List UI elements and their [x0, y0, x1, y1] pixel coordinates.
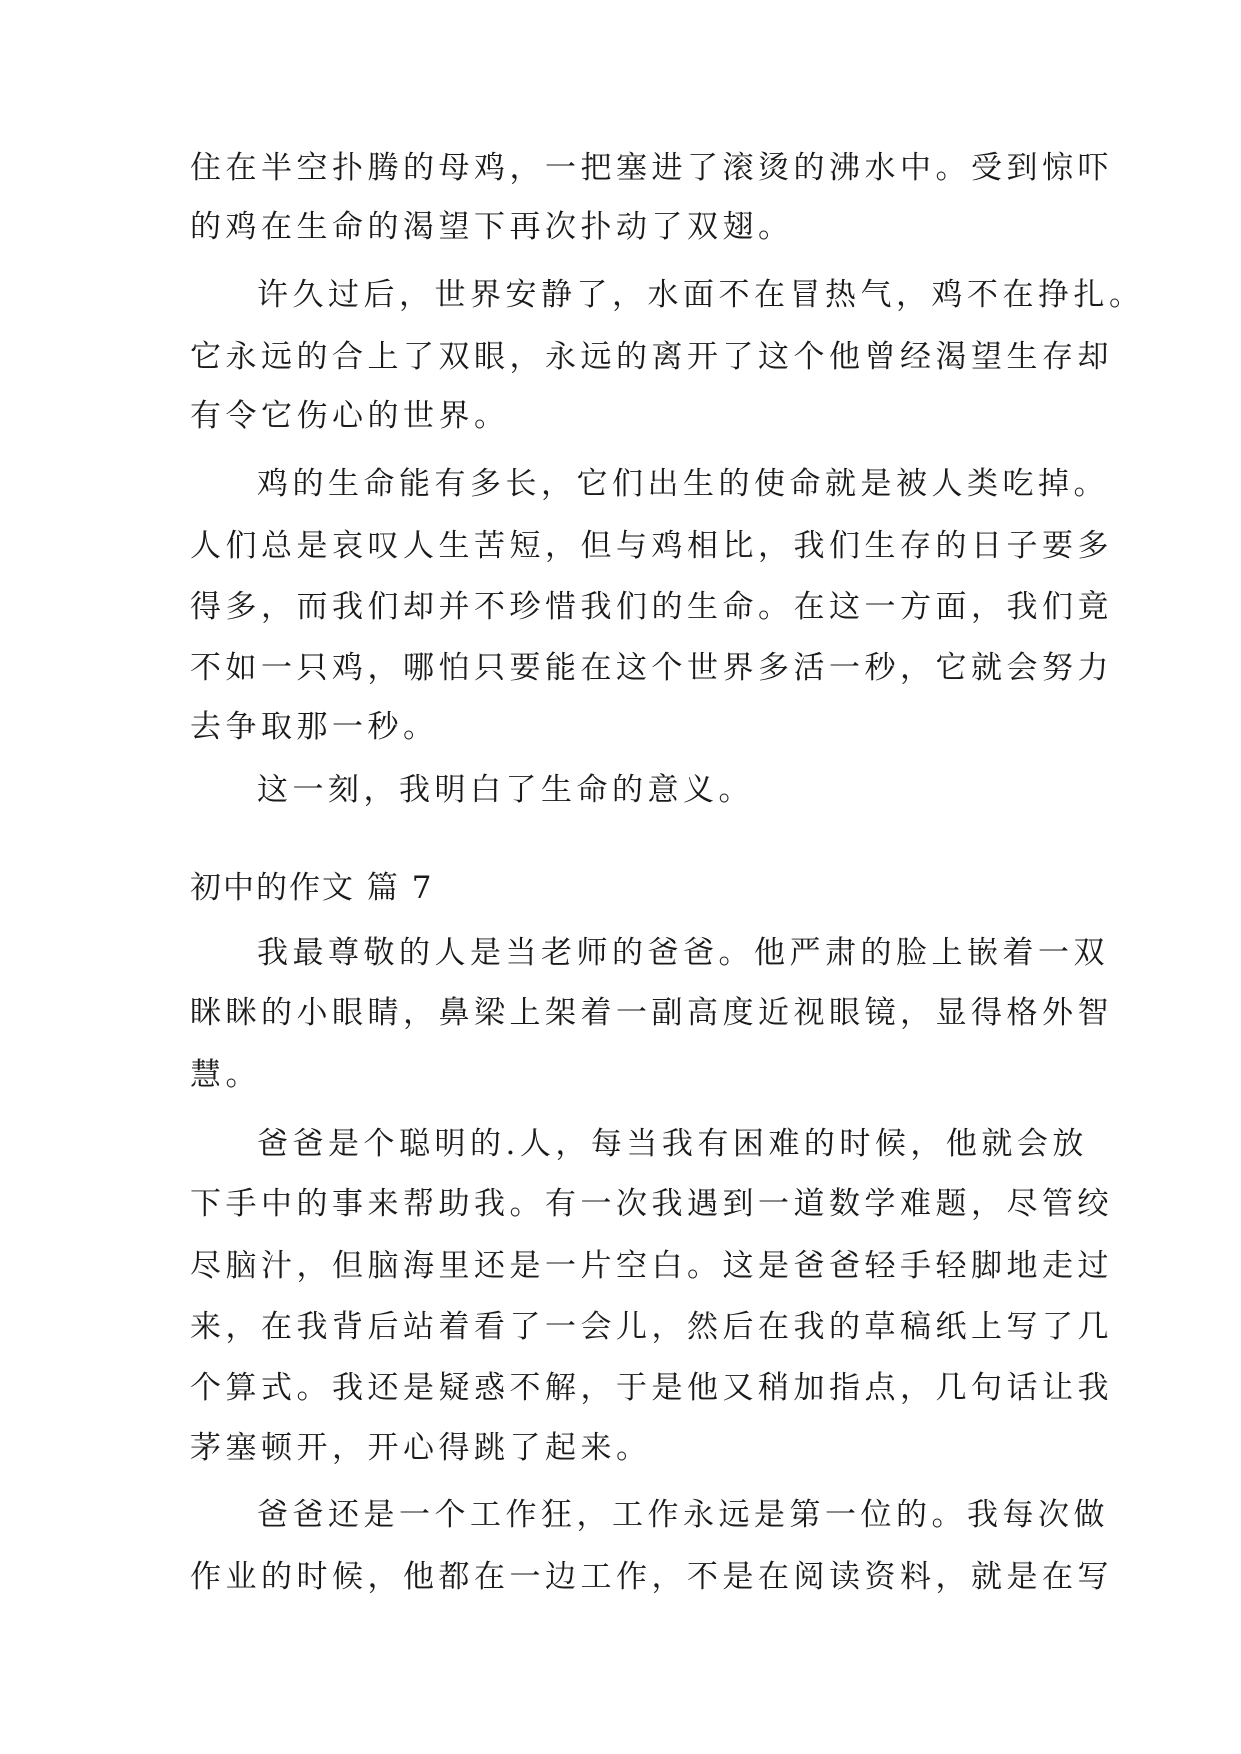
paragraph-start: 我最尊敬的人是当老师的爸爸。他严肃的脸上嵌着一双	[257, 935, 1109, 971]
paragraph-start: 这一刻，我明白了生命的意义。	[257, 772, 754, 808]
text-line: 茅塞顿开，开心得跳了起来。	[190, 1430, 652, 1466]
text-line: 下手中的事来帮助我。有一次我遇到一道数学难题，尽管绞	[190, 1186, 1113, 1222]
text-line: 眯眯的小眼睛，鼻梁上架着一副高度近视眼镜，显得格外智	[190, 995, 1113, 1031]
text-line: 尽脑汁，但脑海里还是一片空白。这是爸爸轻手轻脚地走过	[190, 1248, 1113, 1284]
text-line: 来，在我背后站着看了一会儿，然后在我的草稿纸上写了几	[190, 1309, 1113, 1345]
text-line: 慧。	[190, 1057, 261, 1093]
paragraph-start: 爸爸是个聪明的.人，每当我有困难的时候，他就会放	[257, 1126, 1088, 1162]
text-line: 得多，而我们却并不珍惜我们的生命。在这一方面，我们竟	[190, 589, 1113, 625]
paragraph-start: 许久过后，世界安静了，水面不在冒热气，鸡不在挣扎。	[257, 277, 1145, 313]
text-line: 不如一只鸡，哪怕只要能在这个世界多活一秒，它就会努力	[190, 650, 1113, 686]
section-heading: 初中的作文 篇 7	[190, 870, 434, 906]
text-line: 作业的时候，他都在一边工作，不是在阅读资料，就是在写	[190, 1559, 1113, 1595]
text-line: 人们总是哀叹人生苦短，但与鸡相比，我们生存的日子要多	[190, 528, 1113, 564]
text-line: 去争取那一秒。	[190, 709, 439, 745]
text-line: 住在半空扑腾的母鸡，一把塞进了滚烫的沸水中。受到惊吓	[190, 150, 1113, 186]
text-line: 它永远的合上了双眼，永远的离开了这个他曾经渴望生存却	[190, 339, 1113, 375]
text-line: 个算式。我还是疑惑不解，于是他又稍加指点，几句话让我	[190, 1370, 1113, 1406]
paragraph-start: 爸爸还是一个工作狂，工作永远是第一位的。我每次做	[257, 1497, 1109, 1533]
text-line: 的鸡在生命的渴望下再次扑动了双翅。	[190, 209, 794, 245]
paragraph-start: 鸡的生命能有多长，它们出生的使命就是被人类吃掉。	[257, 466, 1109, 502]
text-line: 有令它伤心的世界。	[190, 398, 510, 434]
